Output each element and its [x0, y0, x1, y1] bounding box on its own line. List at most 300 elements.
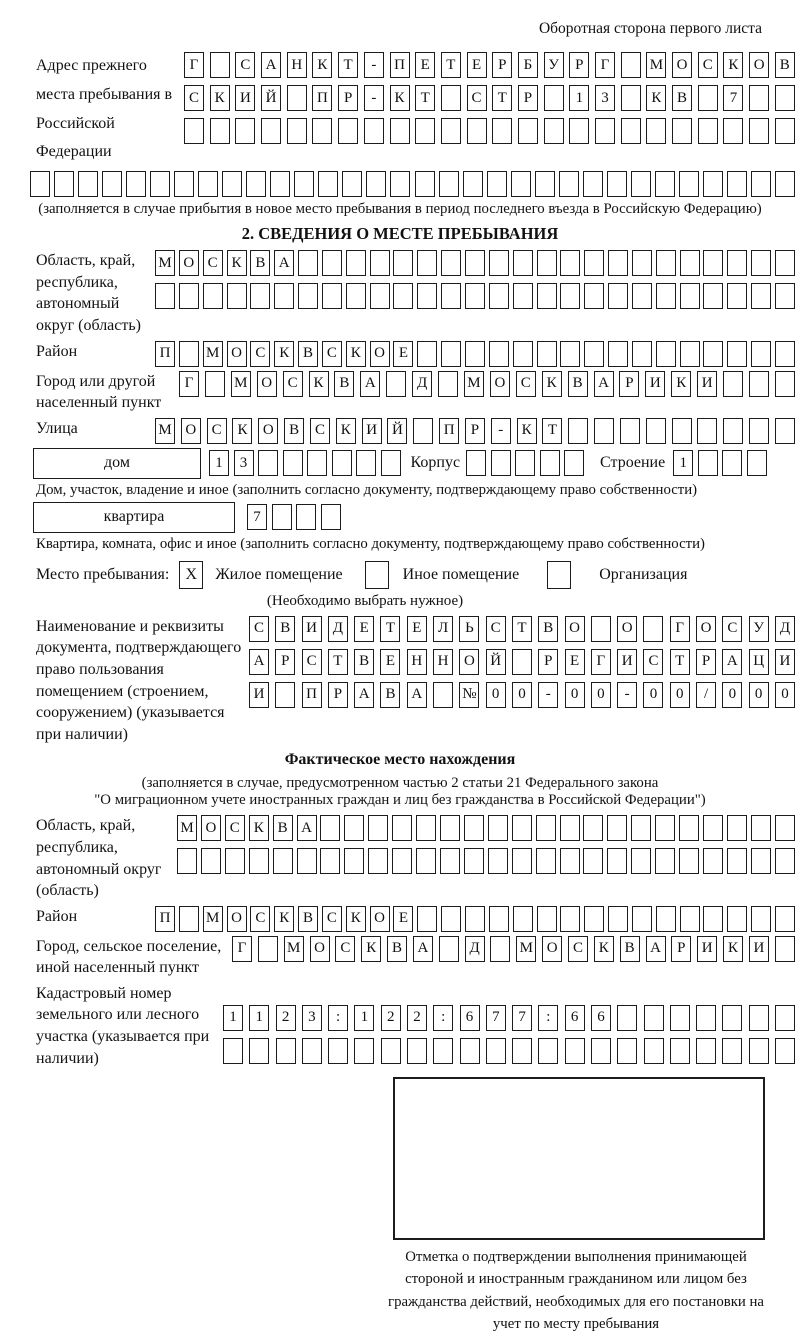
house-caption: Дом, участок, владение и иное (заполнить согласно документу, подтверждающему право собственности): [36, 481, 698, 498]
char-box: 0: [643, 682, 663, 708]
char-box: Л: [433, 616, 453, 642]
char-box: К: [232, 418, 252, 444]
char-box: М: [177, 815, 197, 841]
char-box: М: [464, 371, 484, 397]
char-box: [751, 283, 771, 309]
char-box: [565, 1038, 585, 1064]
char-box: Р: [619, 371, 639, 397]
previous-address-block: [36, 52, 795, 167]
actual-region-row-1: [177, 815, 795, 841]
char-box: [775, 418, 795, 444]
section3-caption-2: "О миграционном учете иностранных граждан и лиц без гражданства в Российской Федерации"): [94, 792, 706, 809]
section3-caption-1: (заполняется в случае, предусмотренном частью 2 статьи 21 Федерального закона: [141, 775, 659, 792]
char-box: В: [334, 371, 354, 397]
char-box: [441, 283, 461, 309]
char-box: [775, 848, 795, 874]
char-box: [307, 450, 327, 476]
char-box: 0: [670, 682, 690, 708]
char-box: О: [258, 418, 278, 444]
prev-address-row-1: [184, 52, 795, 78]
char-box: А: [360, 371, 380, 397]
char-box: О: [672, 52, 692, 78]
char-box: А: [594, 371, 614, 397]
char-box: [672, 118, 692, 144]
char-box: [722, 1038, 742, 1064]
char-box: П: [312, 85, 332, 111]
char-box: И: [362, 418, 382, 444]
char-box: [655, 815, 675, 841]
city-field: [36, 371, 795, 414]
char-box: [696, 1005, 716, 1031]
char-box: [312, 118, 332, 144]
char-box: [464, 815, 484, 841]
char-box: [441, 118, 461, 144]
char-box: /: [696, 682, 716, 708]
char-box: 1: [249, 1005, 269, 1031]
char-box: [381, 450, 401, 476]
char-box: [246, 171, 266, 197]
char-box: [415, 118, 435, 144]
char-box: [775, 85, 795, 111]
char-box: В: [387, 936, 407, 962]
actual-district-field: [36, 906, 795, 932]
char-box: П: [155, 341, 175, 367]
apartment-caption: Квартира, комната, офис и иное (заполнить согласно документу, подтверждающему право собственности): [36, 535, 705, 552]
char-box: [670, 1038, 690, 1064]
char-box: Р: [338, 85, 358, 111]
char-box: [643, 616, 663, 642]
char-box: [749, 85, 769, 111]
char-box: -: [538, 682, 558, 708]
char-box: [179, 906, 199, 932]
char-box: Р: [569, 52, 589, 78]
char-box: В: [568, 371, 588, 397]
char-box: 1: [569, 85, 589, 111]
char-box: О: [201, 815, 221, 841]
char-box: [751, 250, 771, 276]
char-box: [287, 85, 307, 111]
char-box: [537, 906, 557, 932]
char-box: О: [370, 341, 390, 367]
char-box: 1: [209, 450, 229, 476]
char-box: 0: [749, 682, 769, 708]
char-box: К: [312, 52, 332, 78]
char-box: [364, 118, 384, 144]
char-box: Т: [328, 649, 348, 675]
char-box: С: [310, 418, 330, 444]
char-box: [417, 283, 437, 309]
char-box: [591, 616, 611, 642]
char-box: [646, 418, 666, 444]
char-box: [338, 118, 358, 144]
char-box: И: [249, 682, 269, 708]
char-box: [727, 815, 747, 841]
char-box: [416, 815, 436, 841]
char-box: [30, 171, 50, 197]
char-box: [294, 171, 314, 197]
char-box: Г: [184, 52, 204, 78]
char-box: Е: [393, 906, 413, 932]
char-box: [617, 1038, 637, 1064]
char-box: К: [361, 936, 381, 962]
char-box: [680, 341, 700, 367]
char-box: [594, 418, 614, 444]
char-box: [656, 250, 676, 276]
char-box: [749, 118, 769, 144]
char-box: [722, 1005, 742, 1031]
char-box: А: [354, 682, 374, 708]
char-box: [584, 250, 604, 276]
char-box: [540, 450, 560, 476]
char-box: [679, 815, 699, 841]
char-box: [544, 85, 564, 111]
char-box: 2: [407, 1005, 427, 1031]
street-field: [36, 418, 795, 444]
char-box: [680, 906, 700, 932]
char-box: [722, 450, 742, 476]
region-row-2: [155, 283, 795, 309]
char-box: [210, 52, 230, 78]
char-box: [698, 118, 718, 144]
apartment-type-box: квартира: [33, 502, 235, 533]
korpus-label: Корпус: [410, 454, 461, 472]
previous-address-label: Адрес прежнего места пребывания в Российской Федерации: [36, 57, 173, 161]
char-box: А: [407, 682, 427, 708]
char-box: С: [643, 649, 663, 675]
char-box: К: [249, 815, 269, 841]
char-box: М: [646, 52, 666, 78]
char-box: Д: [412, 371, 432, 397]
char-box: [464, 848, 484, 874]
char-box: [560, 250, 580, 276]
char-box: [608, 906, 628, 932]
char-box: В: [273, 815, 293, 841]
char-box: [749, 418, 769, 444]
actual-region-field: [36, 815, 795, 901]
char-box: [584, 341, 604, 367]
char-box: Т: [512, 616, 532, 642]
char-box: [775, 815, 795, 841]
char-box: Ц: [749, 649, 769, 675]
char-box: [569, 118, 589, 144]
char-box: [749, 1005, 769, 1031]
char-box: [381, 1038, 401, 1064]
char-box: [703, 815, 723, 841]
char-box: 7: [723, 85, 743, 111]
char-box: С: [302, 649, 322, 675]
char-box: [392, 848, 412, 874]
char-box: [775, 341, 795, 367]
char-box: [201, 848, 221, 874]
char-box: №: [459, 682, 479, 708]
char-box: [346, 283, 366, 309]
char-box: Р: [671, 936, 691, 962]
char-box: [386, 371, 406, 397]
char-box: В: [284, 418, 304, 444]
char-box: [440, 848, 460, 874]
char-box: В: [620, 936, 640, 962]
char-box: М: [155, 250, 175, 276]
cadastre-field: [36, 983, 795, 1069]
char-box: [179, 283, 199, 309]
char-box: 1: [354, 1005, 374, 1031]
char-box: [560, 906, 580, 932]
char-box: И: [775, 649, 795, 675]
char-box: [513, 341, 533, 367]
char-box: С: [249, 616, 269, 642]
char-box: [632, 250, 652, 276]
stay-place-label: Место пребывания:: [36, 565, 170, 583]
char-box: В: [354, 649, 374, 675]
char-box: С: [722, 616, 742, 642]
char-box: [417, 250, 437, 276]
char-box: О: [459, 649, 479, 675]
char-box: Е: [467, 52, 487, 78]
char-box: [751, 815, 771, 841]
char-box: Й: [261, 85, 281, 111]
char-box: [249, 1038, 269, 1064]
char-box: Й: [486, 649, 506, 675]
char-box: 6: [565, 1005, 585, 1031]
char-box: [416, 848, 436, 874]
char-box: Т: [415, 85, 435, 111]
char-box: И: [617, 649, 637, 675]
char-box: [584, 283, 604, 309]
char-box: [342, 171, 362, 197]
option-other-premises-label: Иное помещение: [402, 565, 520, 583]
char-box: Б: [518, 52, 538, 78]
char-box: [537, 283, 557, 309]
char-box: А: [297, 815, 317, 841]
stroenie-boxes: [673, 450, 767, 476]
option-living-label: Жилое помещение: [215, 565, 343, 583]
char-box: [78, 171, 98, 197]
char-box: П: [155, 906, 175, 932]
char-box: С: [184, 85, 204, 111]
char-box: [775, 906, 795, 932]
char-box: [126, 171, 146, 197]
char-box: [621, 52, 641, 78]
char-box: [441, 341, 461, 367]
char-box: 2: [276, 1005, 296, 1031]
char-box: И: [302, 616, 322, 642]
char-box: [749, 1038, 769, 1064]
char-box: -: [364, 85, 384, 111]
char-box: [210, 118, 230, 144]
checkbox-organization: [547, 561, 571, 589]
district-label: Район: [36, 342, 78, 360]
char-box: [512, 815, 532, 841]
char-box: [179, 341, 199, 367]
char-box: И: [697, 936, 717, 962]
char-box: [775, 118, 795, 144]
prev-address-row-2: [184, 85, 795, 111]
char-box: [631, 848, 651, 874]
char-box: [463, 171, 483, 197]
char-box: К: [646, 85, 666, 111]
char-box: [433, 682, 453, 708]
city-row: [179, 371, 795, 397]
char-box: В: [250, 250, 270, 276]
char-box: Д: [465, 936, 485, 962]
char-box: [537, 341, 557, 367]
char-box: [250, 283, 270, 309]
char-box: С: [568, 936, 588, 962]
char-box: [102, 171, 122, 197]
char-box: О: [749, 52, 769, 78]
char-box: [672, 418, 692, 444]
house-type-box: дом: [33, 448, 201, 479]
char-box: [344, 848, 364, 874]
char-box: [512, 848, 532, 874]
char-box: А: [274, 250, 294, 276]
char-box: [439, 936, 459, 962]
char-box: [656, 283, 676, 309]
actual-district-row: [155, 906, 795, 932]
registration-mark-area: [388, 1077, 765, 1335]
char-box: [727, 171, 747, 197]
char-box: [775, 1005, 795, 1031]
char-box: И: [235, 85, 255, 111]
char-box: [512, 1038, 532, 1064]
char-box: Г: [591, 649, 611, 675]
char-box: [698, 450, 718, 476]
char-box: [607, 815, 627, 841]
char-box: 3: [234, 450, 254, 476]
char-box: [390, 118, 410, 144]
char-box: [617, 1005, 637, 1031]
char-box: В: [775, 52, 795, 78]
char-box: К: [210, 85, 230, 111]
district-row: [155, 341, 795, 367]
region-label: Область, край, республика, автономный округ (область): [36, 252, 141, 334]
char-box: О: [310, 936, 330, 962]
char-box: 1: [223, 1005, 243, 1031]
char-box: [727, 341, 747, 367]
char-box: [747, 450, 767, 476]
char-box: [703, 283, 723, 309]
char-box: [646, 118, 666, 144]
char-box: [296, 504, 316, 530]
char-box: О: [617, 616, 637, 642]
char-box: [393, 250, 413, 276]
char-box: 7: [512, 1005, 532, 1031]
char-box: [749, 371, 769, 397]
char-box: [751, 848, 771, 874]
char-box: [465, 250, 485, 276]
char-box: [775, 283, 795, 309]
char-box: В: [298, 906, 318, 932]
char-box: [415, 171, 435, 197]
char-box: [354, 1038, 374, 1064]
char-box: [417, 341, 437, 367]
char-box: [492, 118, 512, 144]
char-box: К: [309, 371, 329, 397]
char-box: [283, 450, 303, 476]
char-box: К: [346, 341, 366, 367]
char-box: [370, 250, 390, 276]
char-box: С: [698, 52, 718, 78]
char-box: [356, 450, 376, 476]
char-box: [775, 171, 795, 197]
char-box: В: [538, 616, 558, 642]
char-box: К: [671, 371, 691, 397]
char-box: [538, 1038, 558, 1064]
char-box: Д: [328, 616, 348, 642]
char-box: [320, 848, 340, 874]
char-box: [368, 815, 388, 841]
char-box: [703, 250, 723, 276]
char-box: [54, 171, 74, 197]
char-box: [433, 1038, 453, 1064]
char-box: Н: [433, 649, 453, 675]
char-box: [205, 371, 225, 397]
char-box: [227, 283, 247, 309]
char-box: [487, 171, 507, 197]
char-box: [370, 283, 390, 309]
char-box: 0: [512, 682, 532, 708]
char-box: [465, 283, 485, 309]
char-box: [536, 815, 556, 841]
char-box: Т: [542, 418, 562, 444]
char-box: [302, 1038, 322, 1064]
char-box: Р: [275, 649, 295, 675]
char-box: [703, 906, 723, 932]
char-box: 6: [460, 1005, 480, 1031]
char-box: [489, 250, 509, 276]
prev-address-caption: (заполняется в случае прибытия в новое место пребывания в период последнего въезда в Российскую Федерацию): [38, 201, 762, 218]
street-label: Улица: [36, 419, 78, 437]
char-box: [417, 906, 437, 932]
char-box: У: [544, 52, 564, 78]
char-box: [703, 171, 723, 197]
char-box: [489, 906, 509, 932]
char-box: Н: [287, 52, 307, 78]
char-box: Т: [441, 52, 461, 78]
char-box: 0: [722, 682, 742, 708]
char-box: [727, 283, 747, 309]
char-box: [751, 906, 771, 932]
char-box: А: [646, 936, 666, 962]
char-box: [174, 171, 194, 197]
section3-heading: Фактическое место нахождения: [284, 751, 516, 769]
char-box: М: [284, 936, 304, 962]
char-box: М: [203, 906, 223, 932]
char-box: [513, 906, 533, 932]
char-box: [439, 171, 459, 197]
document-field: [36, 616, 795, 746]
char-box: [258, 936, 278, 962]
char-box: В: [672, 85, 692, 111]
char-box: П: [390, 52, 410, 78]
char-box: 0: [565, 682, 585, 708]
char-box: [155, 283, 175, 309]
char-box: 7: [486, 1005, 506, 1031]
char-box: [536, 848, 556, 874]
char-box: Р: [518, 85, 538, 111]
char-box: [488, 848, 508, 874]
char-box: Й: [387, 418, 407, 444]
apartment-number-boxes: [247, 504, 341, 530]
char-box: [275, 682, 295, 708]
char-box: М: [155, 418, 175, 444]
char-box: [467, 118, 487, 144]
stay-place-row: [36, 561, 795, 589]
char-box: [655, 171, 675, 197]
char-box: [511, 171, 531, 197]
char-box: [559, 171, 579, 197]
actual-city-row: [232, 936, 795, 962]
